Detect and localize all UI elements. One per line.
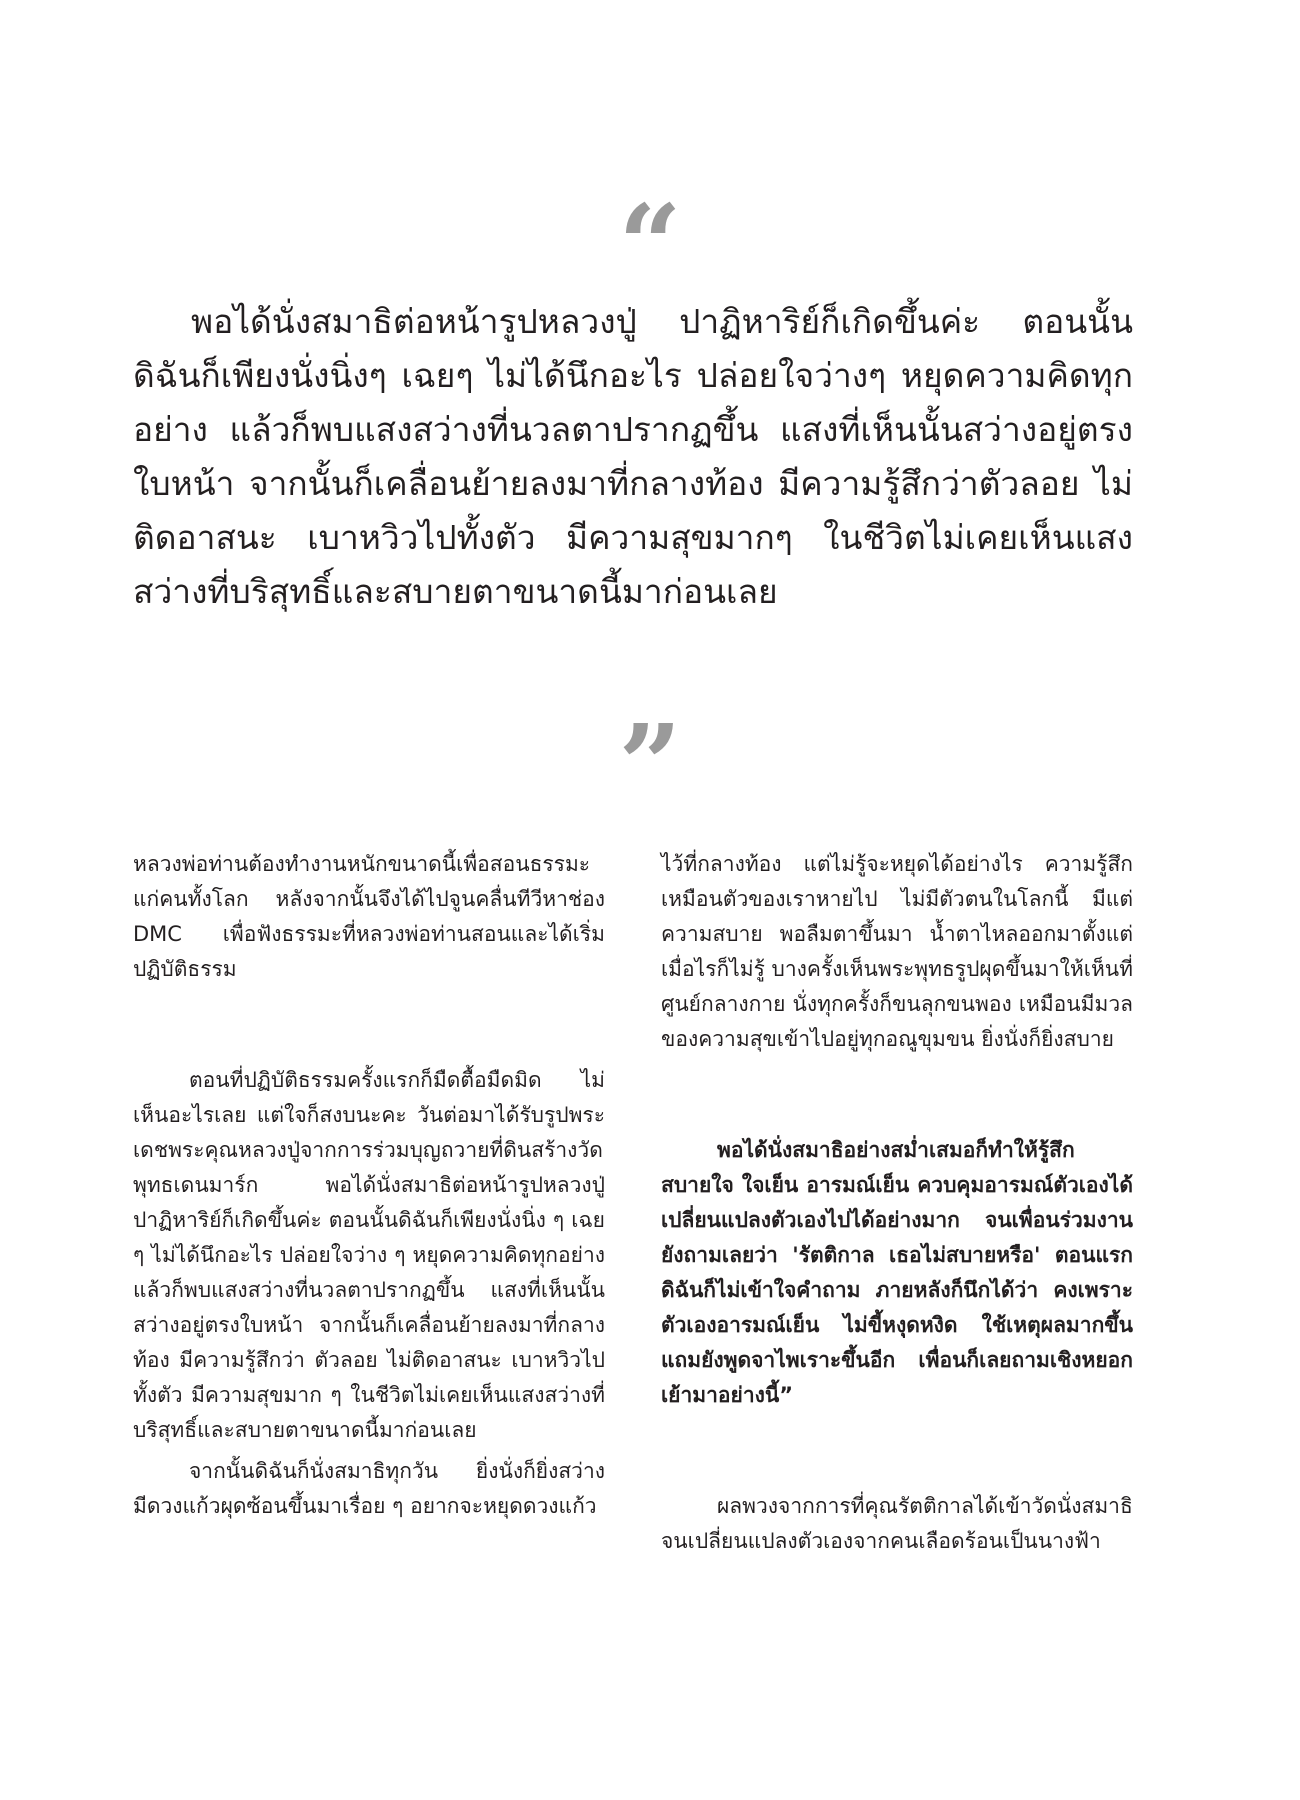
left-paragraph-1: หลวงพ่อท่านต้องทำงานหนักขนาดนี้เพื่อสอนธรรมะแก่คนทั้งโลก หลังจากนั้นจึงได้ไปจูนคลื่นทีวีหาช่อง DMC เพื่อฟังธรรมะที่หลวงพ่อท่านสอนและได้เริ่มปฏิบัติธรรม — [133, 852, 605, 981]
right-paragraph-2-bold: พอได้นั่งสมาธิอย่างสม่ำเสมอก็ทำให้รู้สึกสบายใจ ใจเย็น อารมณ์เย็น ควบคุมอารมณ์ตัวเองได้ เปลี่ยนแปลงตัวเองไปได้อย่างมาก จนเพื่อนร่วมงานยังถามเลยว่า 'รัตติกาล เธอไม่สบายหรือ' ตอนแรกดิฉันก็ไม่เข้าใจคำถาม ภายหลังก็นึกได้ว่า คงเพราะตัวเองอารมณ์เย็น ไม่ขี้หงุดหงิด ใช้เหตุผลมากขึ้น แถมยังพูดจาไพเราะขึ้นอีก เพื่อนก็เลยถามเชิงหยอกเย้ามาอย่างนี้” — [661, 1138, 1133, 1407]
left-paragraph-3: จากนั้นดิฉันก็นั่งสมาธิทุกวัน ยิ่งนั่งก็ยิ่งสว่าง มีดวงแก้วผุดซ้อนขึ้นมาเรื่อย ๆ อยากจะหยุดดวงแก้ว — [133, 1459, 605, 1518]
close-quote-mark: ” — [618, 700, 682, 829]
left-paragraph-2: ตอนที่ปฏิบัติธรรมครั้งแรกก็มืดตื้อมืดมิด ไม่เห็นอะไรเลย แต่ใจก็สงบนะคะ วันต่อมาได้รับรูปพระเดชพระคุณหลวงปู่จากการร่วมบุญถวายที่ดินสร้างวัดพุทธเดนมาร์ก พอได้นั่งสมาธิต่อหน้ารูปหลวงปู่ ปาฏิหาริย์ก็เกิดขึ้นค่ะ ตอนนั้นดิฉันก็เพียงนั่งนิ่ง ๆ เฉย ๆ ไม่ได้นึกอะไร ปล่อยใจว่าง ๆ หยุดความคิดทุกอย่าง แล้วก็พบแสงสว่างที่นวลตาปรากฏขึ้น แสงที่เห็นนั้นสว่างอยู่ตรงใบหน้า จากนั้นก็เคลื่อนย้ายลงมาที่กลางท้อง มีความรู้สึกว่า ตัวลอย ไม่ติดอาสนะ เบาหวิวไปทั้งตัว มีความสุขมาก ๆ ในชีวิตไม่เคยเห็นแสงสว่างที่บริสุทธิ์และสบายตาขนาดนี้มาก่อนเลย — [133, 1068, 605, 1442]
open-quote-mark: “ — [618, 180, 682, 309]
pull-quote-text: พอได้นั่งสมาธิต่อหน้ารูปหลวงปู่ ปาฏิหาริย์ก็เกิดขึ้นค่ะ ตอนนั้นดิฉันก็เพียงนั่งนิ่งๆ เฉยๆ ไม่ได้นึกอะไร ปล่อยใจว่างๆ หยุดความคิดทุกอย่าง แล้วก็พบแสงสว่างที่นวลตาปรากฏขึ้น แสงที่เห็นนั้นสว่างอยู่ตรงใบหน้า จากนั้นก็เคลื่อนย้ายลงมาที่กลางท้อง มีความรู้สึกว่าตัวลอย ไม่ติดอาสนะ เบาหวิวไปทั้งตัว มีความสุขมากๆ ในชีวิตไม่เคยเห็นแสงสว่างที่บริสุทธิ์และสบายตาขนาดนี้มาก่อนเลย — [133, 302, 1133, 611]
right-paragraph-3: ผลพวงจากการที่คุณรัตติกาลได้เข้าวัดนั่งสมาธิจนเปลี่ยนแปลงตัวเองจากคนเลือดร้อนเป็นนางฟ้า — [661, 1494, 1133, 1553]
right-paragraph-1: ไว้ที่กลางท้อง แต่ไม่รู้จะหยุดได้อย่างไร ความรู้สึกเหมือนตัวของเราหายไป ไม่มีตัวตนในโลกนี้ มีแต่ความสบาย พอลืมตาขึ้นมา น้ำตาไหลออกมาตั้งแต่เมื่อไรก็ไม่รู้ บางครั้งเห็นพระพุทธรูปผุดขึ้นมาให้เห็นที่ศูนย์กลางกาย นั่งทุกครั้งก็ขนลุกขนพอง เหมือนมีมวลของความสุขเข้าไปอยู่ทุกอณูขุมขน ยิ่งนั่งก็ยิ่งสบาย — [661, 852, 1133, 1051]
left-column — [133, 847, 605, 1524]
right-column — [661, 847, 1133, 1559]
